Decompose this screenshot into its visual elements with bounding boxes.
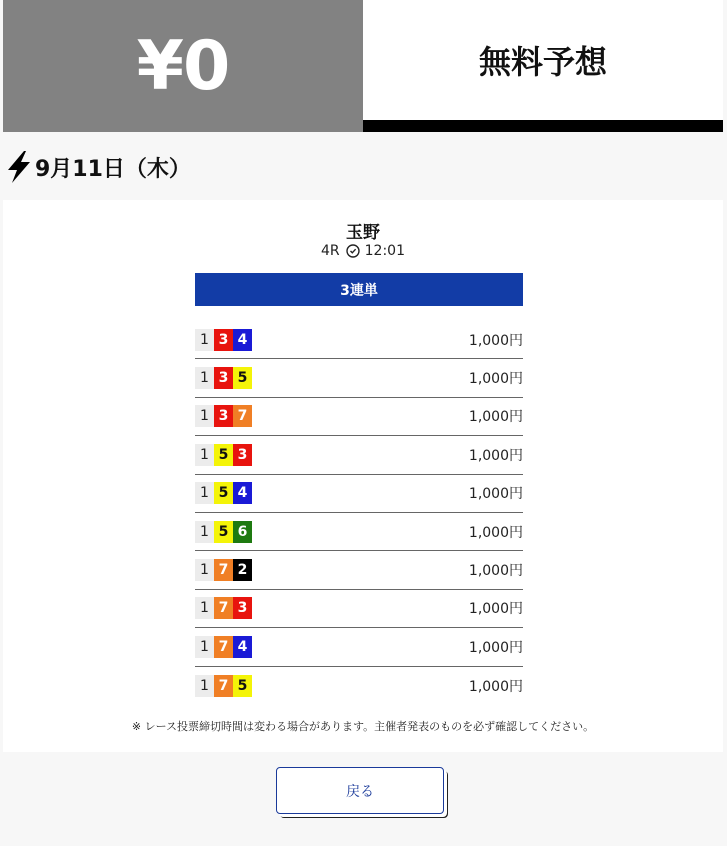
boat-number-first: 1	[195, 636, 214, 658]
bet-amount: 1,000円	[468, 332, 523, 349]
bet-row	[195, 667, 523, 705]
prediction-card	[3, 200, 723, 752]
bet-amount: 1,000円	[468, 639, 523, 656]
bet-combination	[195, 597, 252, 619]
date-heading	[5, 150, 191, 184]
bet-row	[195, 359, 523, 397]
deadline-note: ※ レース投票締切時間は変わる場合があります。主催者発表のものを必ず確認してください。	[131, 720, 595, 733]
boat-number-second: 7	[214, 597, 233, 619]
boat-number-third: 3	[233, 597, 252, 619]
boat-number-third: 3	[233, 444, 252, 466]
plan-title: 無料予想	[363, 0, 723, 132]
bet-row	[195, 475, 523, 513]
bet-combination	[195, 482, 252, 504]
bet-row	[195, 398, 523, 436]
bet-list	[195, 321, 523, 705]
boat-number-third: 7	[233, 405, 252, 427]
boat-number-first: 1	[195, 675, 214, 697]
bet-combination	[195, 636, 252, 658]
boat-number-first: 1	[195, 597, 214, 619]
boat-number-first: 1	[195, 444, 214, 466]
bet-combination	[195, 329, 252, 351]
boat-number-second: 7	[214, 636, 233, 658]
bet-amount: 1,000円	[468, 371, 523, 388]
race-info	[3, 243, 723, 259]
boat-number-second: 5	[214, 521, 233, 543]
boat-number-second: 7	[214, 559, 233, 581]
boat-number-first: 1	[195, 405, 214, 427]
bet-amount: 1,000円	[468, 447, 523, 464]
boat-number-second: 3	[214, 329, 233, 351]
bet-amount: 1,000円	[468, 524, 523, 541]
bet-type-header: 3連単	[195, 273, 523, 306]
back-button[interactable]: 戻る	[276, 767, 444, 814]
boat-number-third: 6	[233, 521, 252, 543]
boat-number-second: 3	[214, 405, 233, 427]
boat-number-second: 7	[214, 675, 233, 697]
bet-combination	[195, 521, 252, 543]
boat-number-third: 5	[233, 367, 252, 389]
boat-number-first: 1	[195, 367, 214, 389]
bet-amount: 1,000円	[468, 601, 523, 618]
boat-number-third: 4	[233, 636, 252, 658]
boat-number-first: 1	[195, 521, 214, 543]
bet-amount: 1,000円	[468, 486, 523, 503]
bet-row	[195, 628, 523, 666]
race-time: 12:01	[364, 243, 405, 259]
bet-row	[195, 321, 523, 359]
boat-number-third: 5	[233, 675, 252, 697]
boat-number-third: 4	[233, 482, 252, 504]
boat-number-first: 1	[195, 482, 214, 504]
boat-number-third: 4	[233, 329, 252, 351]
lightning-bolt-icon	[5, 150, 33, 184]
boat-number-second: 5	[214, 444, 233, 466]
bet-combination	[195, 559, 252, 581]
boat-number-third: 2	[233, 559, 252, 581]
boat-number-second: 5	[214, 482, 233, 504]
bet-combination	[195, 405, 252, 427]
venue-name: 玉野	[346, 223, 380, 243]
price-label: ¥0	[3, 0, 363, 132]
bet-combination	[195, 444, 252, 466]
bet-row	[195, 513, 523, 551]
bet-combination	[195, 675, 252, 697]
bet-amount: 1,000円	[468, 409, 523, 426]
race-number: 4R	[321, 243, 340, 259]
boat-number-first: 1	[195, 329, 214, 351]
boat-number-second: 3	[214, 367, 233, 389]
clock-icon	[346, 244, 360, 258]
bet-amount: 1,000円	[468, 563, 523, 580]
bet-combination	[195, 367, 252, 389]
bet-row	[195, 590, 523, 628]
race-date: 9月11日（木）	[35, 156, 191, 182]
boat-number-first: 1	[195, 559, 214, 581]
plan-header	[3, 0, 723, 132]
bet-amount: 1,000円	[468, 678, 523, 695]
bet-row	[195, 436, 523, 474]
bet-row	[195, 551, 523, 589]
